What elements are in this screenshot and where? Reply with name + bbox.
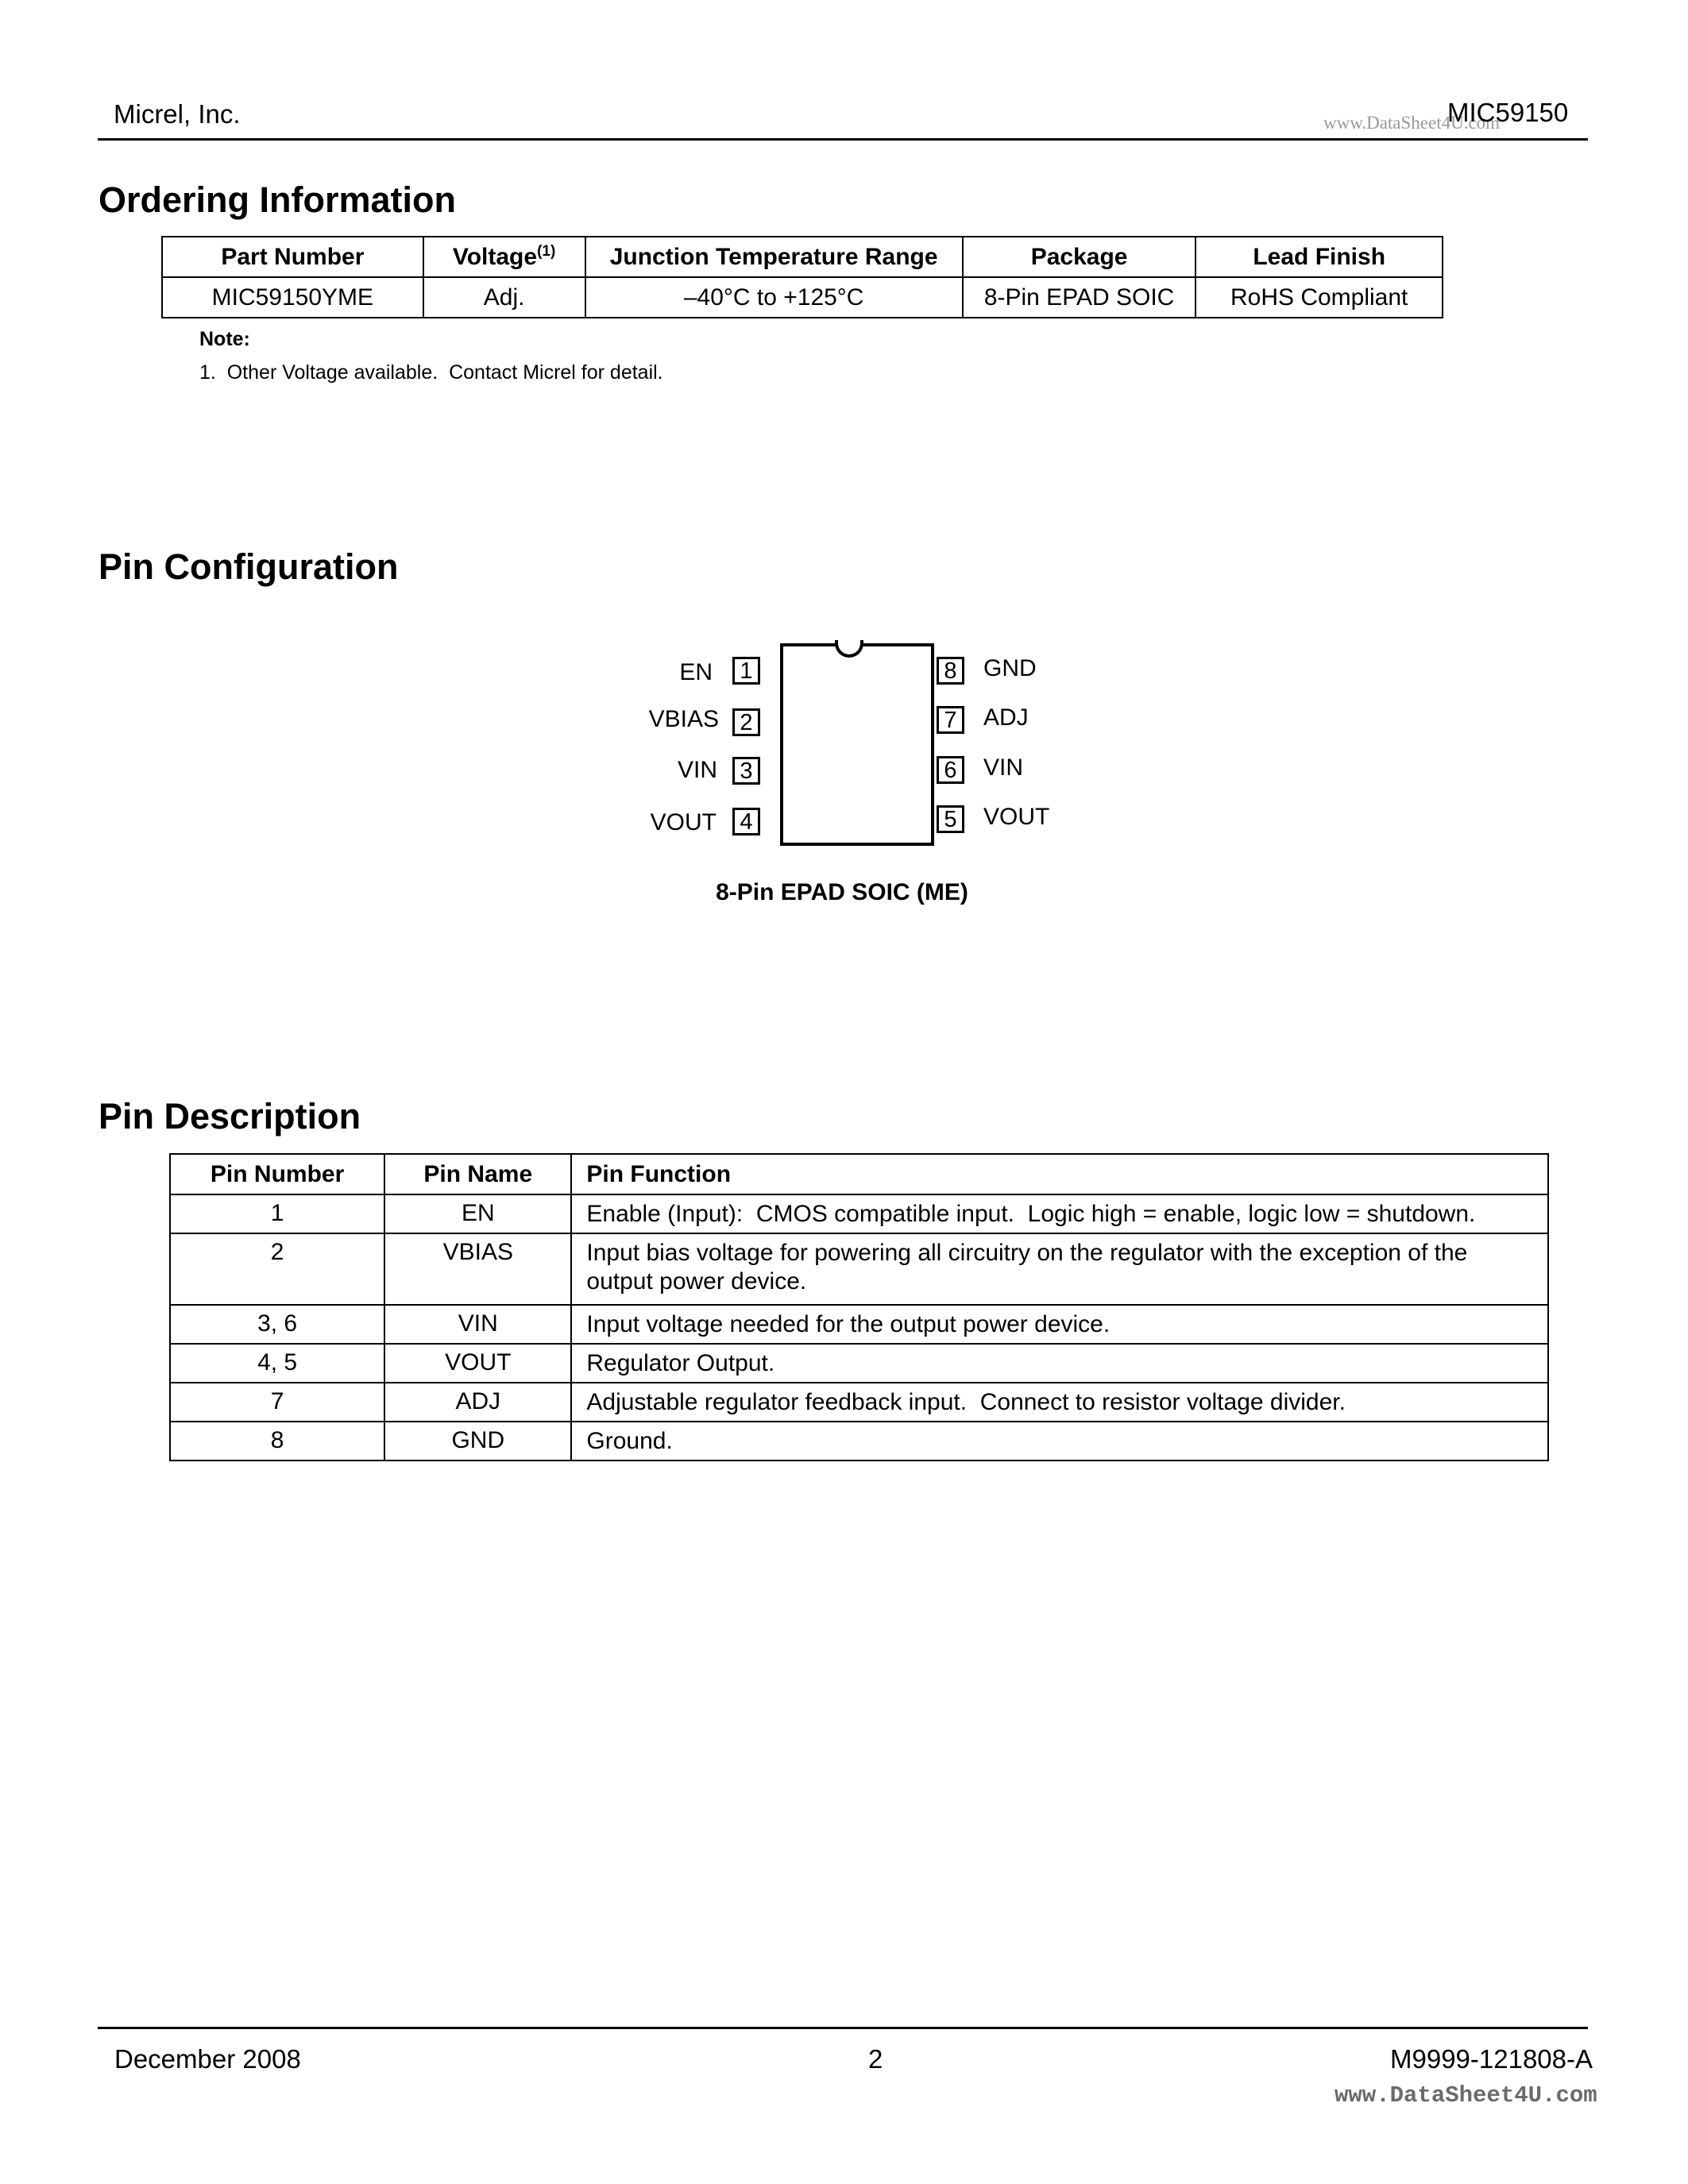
cell-pin-name: VIN xyxy=(384,1305,571,1344)
cell-temp-range: –40°C to +125°C xyxy=(585,277,963,318)
ic-package-body xyxy=(780,643,934,846)
cell-pin-name: GND xyxy=(384,1422,571,1461)
table-row xyxy=(170,1344,1548,1383)
cell-pin-number: 1 xyxy=(170,1194,384,1233)
footer-date: December 2008 xyxy=(114,2044,301,2074)
table-row xyxy=(170,1383,1548,1422)
footer-watermark: www.DataSheet4U.com xyxy=(1335,2082,1597,2109)
ordering-row xyxy=(162,277,1443,318)
cell-pin-number: 7 xyxy=(170,1383,384,1422)
cell-pin-function: Input voltage needed for the output power device. xyxy=(571,1305,1548,1344)
document-id: M9999-121808-A xyxy=(1390,2044,1593,2074)
header-watermark: www.DataSheet4U.com xyxy=(1323,113,1501,133)
pin-box-1: 1 xyxy=(732,657,760,685)
pin-label-vout-right: VOUT xyxy=(983,804,1050,830)
col-package: Package xyxy=(963,237,1196,277)
cell-pin-number: 2 xyxy=(170,1233,384,1305)
package-caption: 8-Pin EPAD SOIC (ME) xyxy=(716,879,968,905)
col-lead-finish: Lead Finish xyxy=(1196,237,1443,277)
cell-pin-number: 4, 5 xyxy=(170,1344,384,1383)
table-row xyxy=(170,1194,1548,1233)
col-voltage-label: Voltage xyxy=(452,244,538,270)
cell-pin-function: Ground. xyxy=(571,1422,1548,1461)
pin-label-vbias: VBIAS xyxy=(648,706,719,732)
pin-label-vin-left: VIN xyxy=(677,757,717,783)
cell-package: 8-Pin EPAD SOIC xyxy=(963,277,1196,318)
pin-box-4: 4 xyxy=(732,808,760,835)
cell-pin-function: Adjustable regulator feedback input. Connect to resistor voltage divider. xyxy=(571,1383,1548,1422)
pin-box-7: 7 xyxy=(937,706,964,734)
note-1: 1. Other Voltage available. Contact Micrel for detail. xyxy=(199,361,663,384)
cell-part-number: MIC59150YME xyxy=(162,277,423,318)
pin-desc-header-row xyxy=(170,1154,1548,1194)
pin-desc-table xyxy=(169,1153,1549,1461)
ordering-title: Ordering Information xyxy=(98,179,456,220)
cell-pin-name: VBIAS xyxy=(384,1233,571,1305)
pin-box-5: 5 xyxy=(937,805,964,833)
col-pin-number: Pin Number xyxy=(170,1154,384,1194)
cell-lead-finish: RoHS Compliant xyxy=(1196,277,1443,318)
pin-desc-title: Pin Description xyxy=(98,1096,361,1136)
page-number: 2 xyxy=(868,2044,883,2074)
cell-pin-function: Input bias voltage for powering all circuitry on the regulator with the exception of the output power device. xyxy=(571,1233,1548,1305)
pin-label-vin-right: VIN xyxy=(983,754,1024,781)
pin-box-3: 3 xyxy=(732,757,760,785)
cell-pin-name: VOUT xyxy=(384,1344,571,1383)
pin-label-en: EN xyxy=(679,659,713,685)
footer-rule xyxy=(98,2027,1588,2029)
pin-label-gnd: GND xyxy=(983,655,1037,681)
ordering-header-row xyxy=(162,237,1443,277)
col-pin-name: Pin Name xyxy=(384,1154,571,1194)
cell-pin-function: Enable (Input): CMOS compatible input. Logic high = enable, logic low = shutdown. xyxy=(571,1194,1548,1233)
ordering-table xyxy=(161,236,1443,318)
col-temp-range: Junction Temperature Range xyxy=(585,237,963,277)
cell-pin-function: Regulator Output. xyxy=(571,1344,1548,1383)
table-row xyxy=(170,1233,1548,1305)
pin-label-vout-left: VOUT xyxy=(650,809,717,835)
pin-config-title: Pin Configuration xyxy=(98,546,399,587)
note-heading: Note: xyxy=(199,328,250,350)
table-row xyxy=(170,1305,1548,1344)
pin-box-8: 8 xyxy=(937,657,964,685)
cell-pin-number: 3, 6 xyxy=(170,1305,384,1344)
cell-pin-name: EN xyxy=(384,1194,571,1233)
cell-voltage: Adj. xyxy=(423,277,585,318)
company-name: Micrel, Inc. xyxy=(114,99,241,129)
part-number-header: MIC59150 xyxy=(1447,98,1569,127)
table-row xyxy=(170,1422,1548,1461)
pin-box-6: 6 xyxy=(937,756,964,784)
cell-pin-number: 8 xyxy=(170,1422,384,1461)
footnote-ref: (1) xyxy=(537,243,556,260)
pin-box-2: 2 xyxy=(732,708,760,736)
col-voltage xyxy=(423,237,585,277)
col-part-number: Part Number xyxy=(162,237,423,277)
header-rule xyxy=(98,138,1588,141)
cell-pin-name: ADJ xyxy=(384,1383,571,1422)
pin-label-adj: ADJ xyxy=(983,704,1029,731)
col-pin-function: Pin Function xyxy=(571,1154,1548,1194)
